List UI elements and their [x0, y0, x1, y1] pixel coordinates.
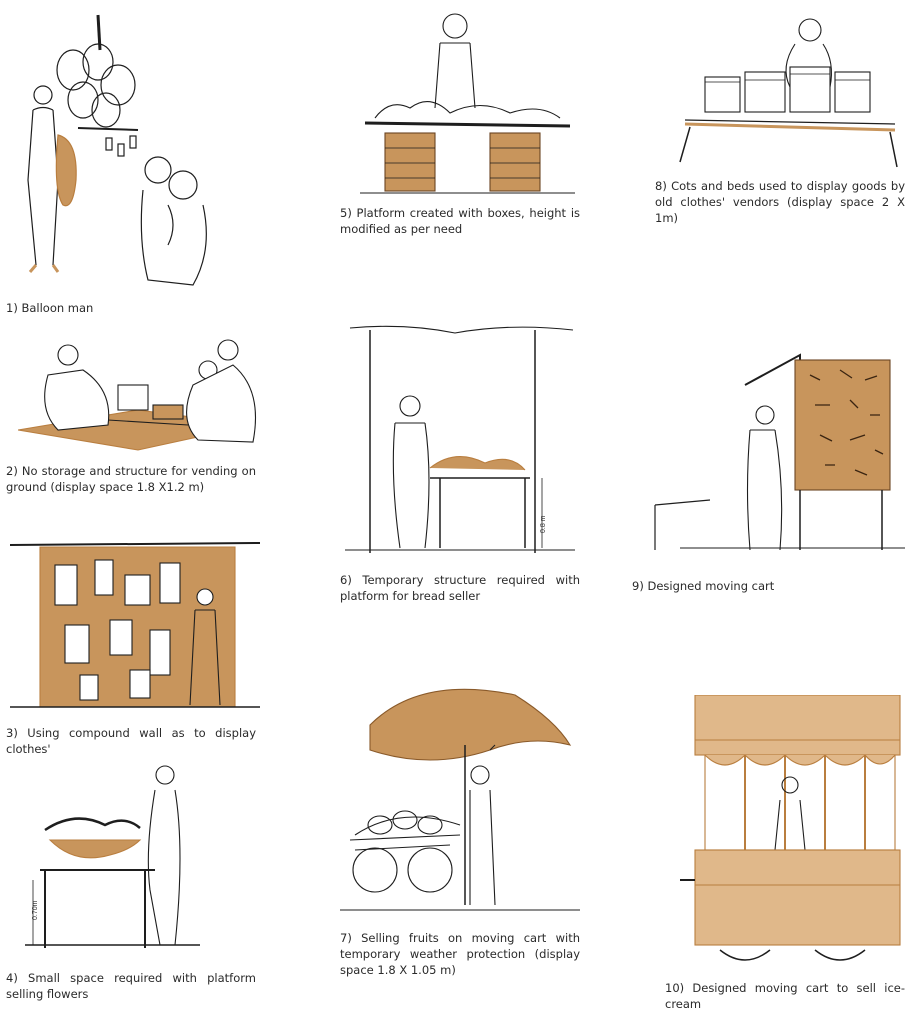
sketch-ground-vending	[18, 330, 263, 460]
caption-2: 2) No storage and structure for vending on ground (display space 1.8 X1.2 m)	[6, 464, 256, 494]
caption-5: 5) Platform created with boxes, height is modified as per need	[340, 206, 580, 236]
caption-10: 10) Designed moving cart to sell ice-cream	[665, 981, 905, 1011]
sketch-cots-beds	[665, 12, 905, 172]
sketch-bread-seller	[345, 318, 575, 558]
sketch-flower-platform	[15, 760, 205, 955]
caption-1: 1) Balloon man	[6, 301, 94, 315]
caption-6: 6) Temporary structure required with platform for bread seller	[340, 573, 580, 603]
sketch-compound-wall	[10, 535, 265, 715]
caption-4: 4) Small space required with platform selling flowers	[6, 971, 256, 1001]
sketch-fruit-cart	[340, 675, 580, 915]
sketch-icecream-cart	[680, 695, 905, 975]
caption-8: 8) Cots and beds used to display goods by old clothes' vendors (display space 2 X 1m)	[655, 179, 905, 225]
sketch-balloon-man	[18, 10, 233, 295]
dimension-label-4: 0.70m	[32, 900, 39, 920]
caption-7: 7) Selling fruits on moving cart with temporary weather protection (display space 1.8 X 1.05 m)	[340, 931, 580, 977]
caption-9: 9) Designed moving cart	[632, 579, 775, 593]
sketch-box-platform	[360, 8, 575, 198]
sketch-moving-cart	[650, 350, 905, 560]
caption-3: 3) Using compound wall as to display clothes'	[6, 726, 256, 756]
dimension-label-6: 0.8 m	[540, 515, 547, 533]
